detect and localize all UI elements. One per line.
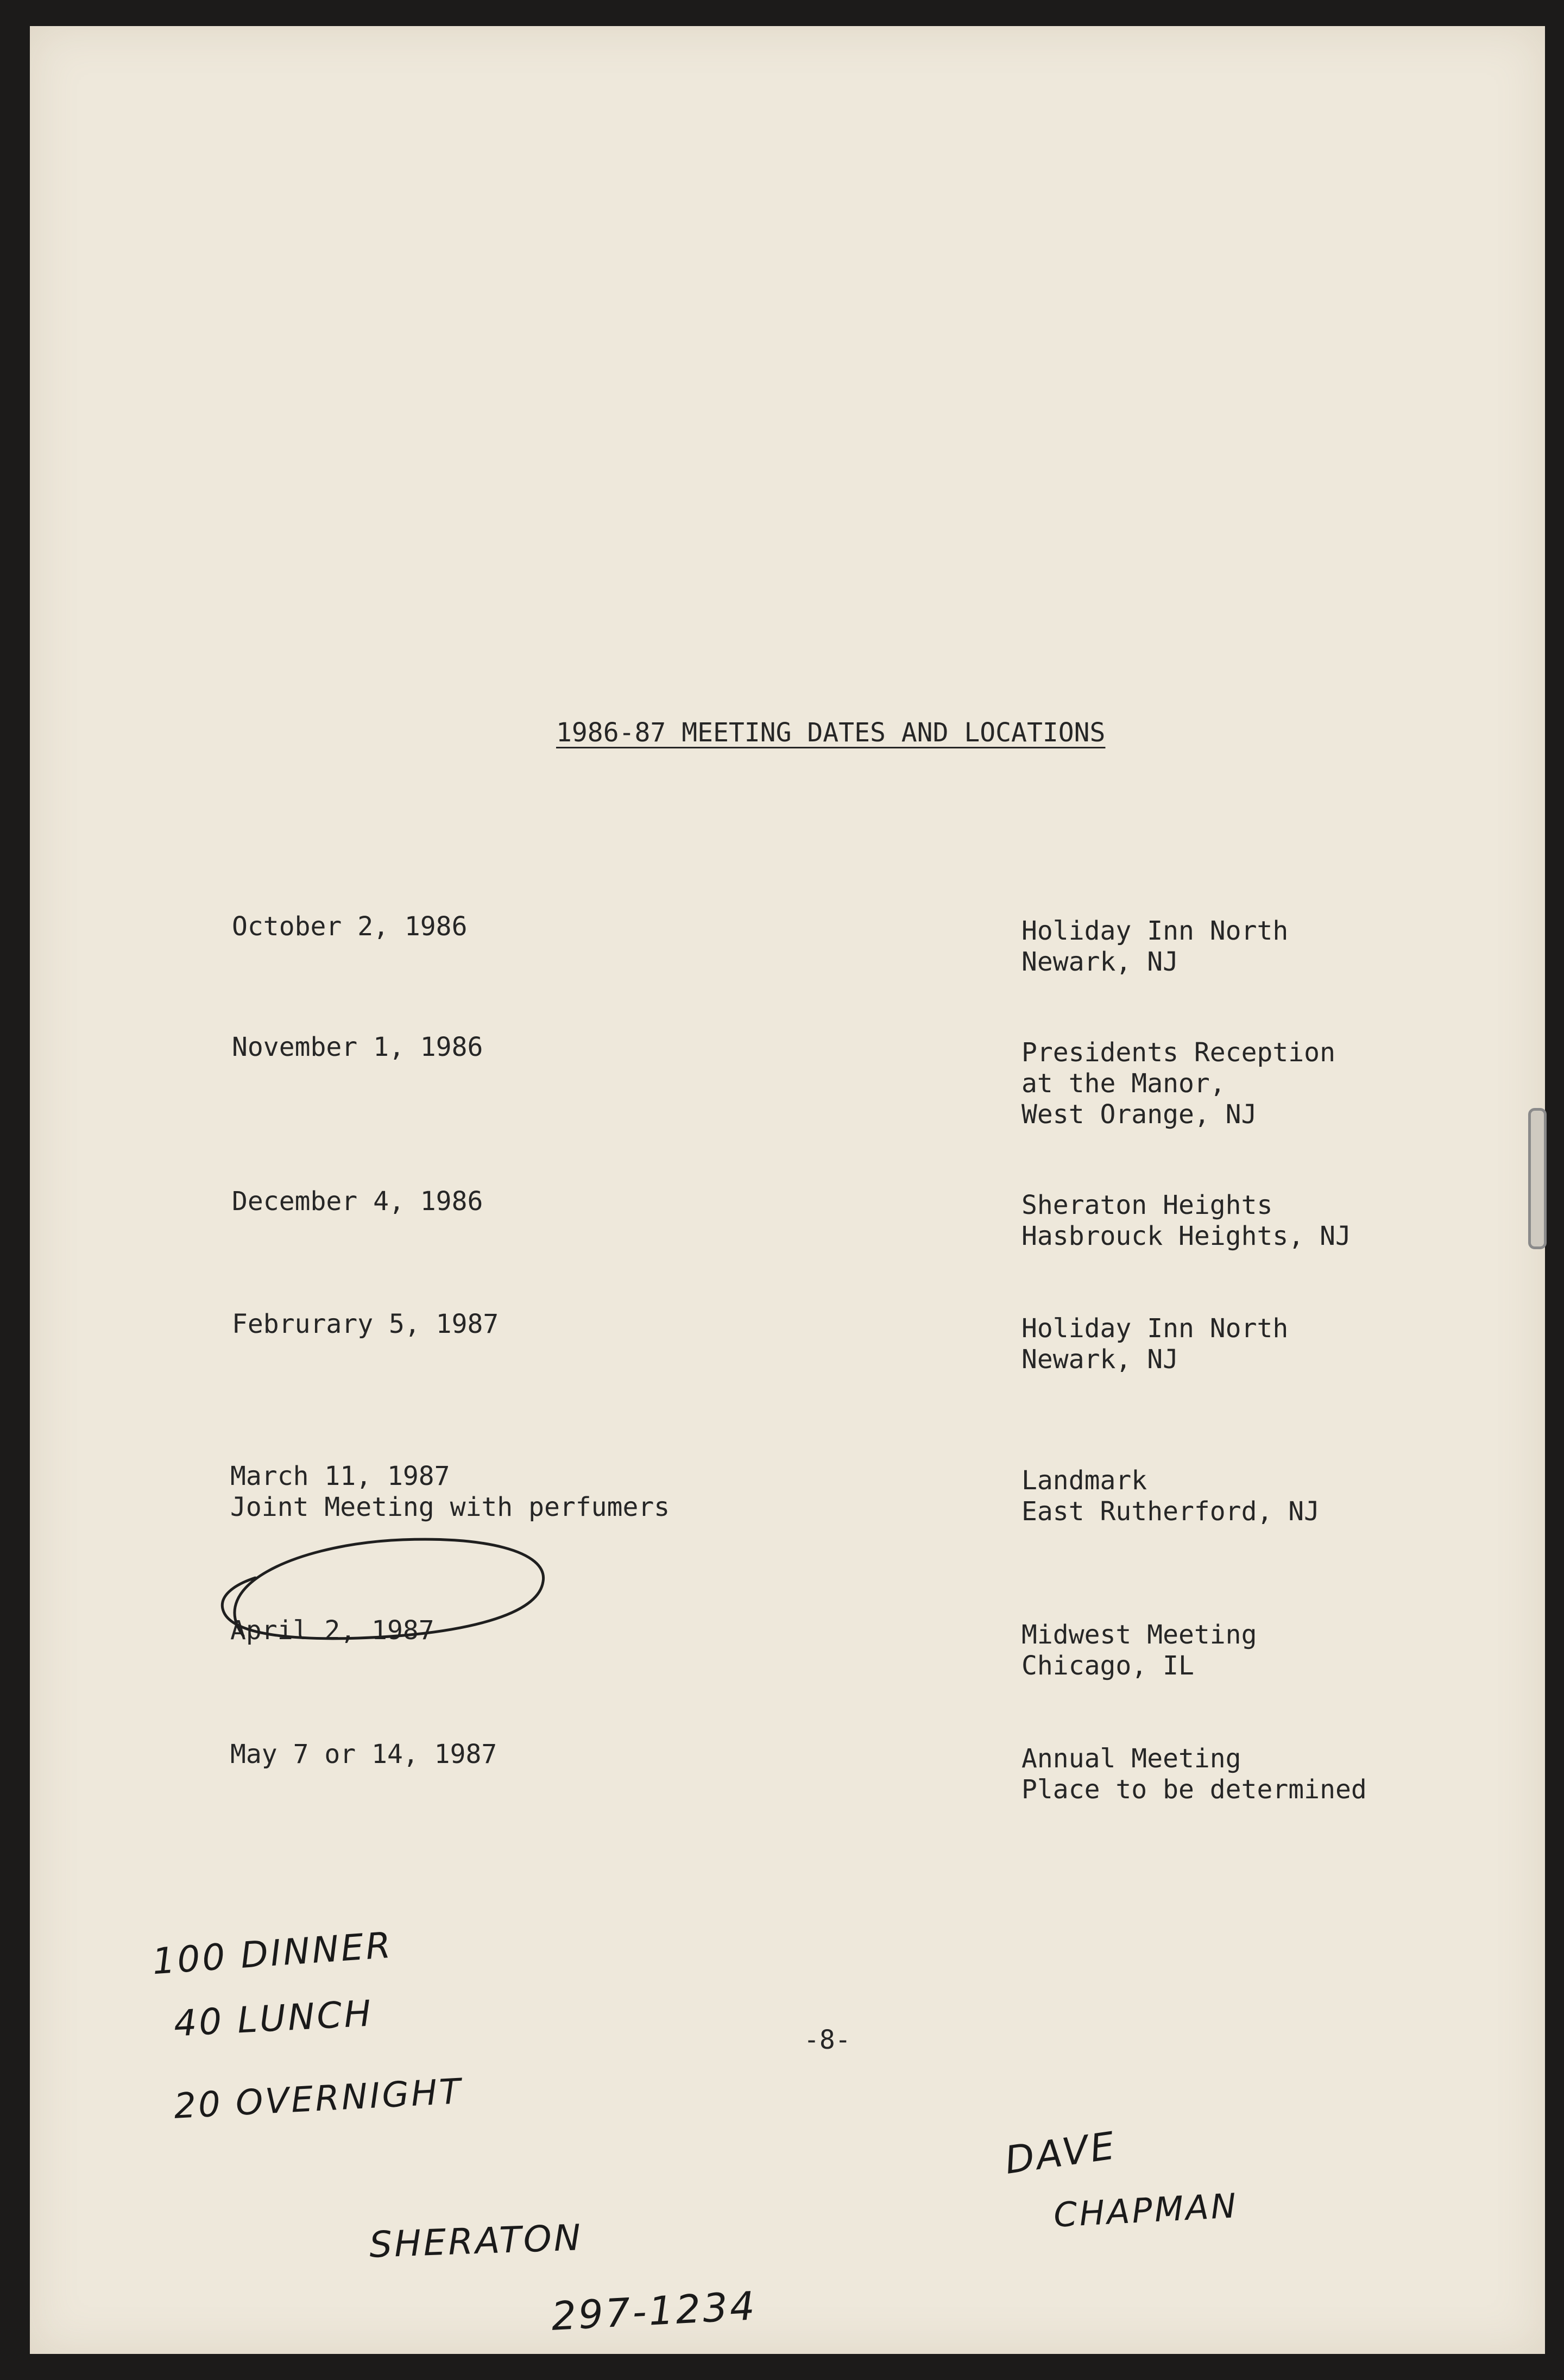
meeting-date: April 2, 1987 [230, 1615, 434, 1646]
meeting-date: Februrary 5, 1987 [232, 1309, 499, 1339]
meeting-location-line: Landmark [1021, 1465, 1147, 1496]
meeting-location-line: Chicago, IL [1021, 1651, 1194, 1681]
meeting-location-line: Newark, NJ [1021, 947, 1178, 977]
meeting-date: March 11, 1987 [230, 1461, 450, 1491]
meeting-location-line: at the Manor, [1021, 1068, 1226, 1099]
handwritten-last-name: CHAPMAN [1052, 2186, 1239, 2235]
meeting-date: November 1, 1986 [232, 1032, 483, 1062]
meeting-date: October 2, 1986 [232, 911, 468, 942]
meeting-location-line: Midwest Meeting [1021, 1620, 1257, 1650]
bleed-through-text [171, 406, 1474, 1873]
staple [1528, 1108, 1547, 1249]
meeting-date: May 7 or 14, 1987 [230, 1739, 497, 1770]
document-page [30, 26, 1545, 2354]
meeting-location-line: West Orange, NJ [1021, 1099, 1257, 1130]
meeting-note: Joint Meeting with perfumers [230, 1492, 670, 1522]
meeting-date: December 4, 1986 [232, 1186, 483, 1217]
meeting-location-line: Newark, NJ [1021, 1344, 1178, 1375]
handwritten-hotel: SHERATON [368, 2217, 584, 2266]
meeting-location-line: Sheraton Heights [1021, 1190, 1273, 1220]
handwritten-first-name: DAVE [1002, 2123, 1120, 2183]
meeting-location-line: East Rutherford, NJ [1021, 1496, 1320, 1527]
meeting-location-line: Place to be determined [1021, 1774, 1367, 1805]
meeting-location-line: Holiday Inn North [1021, 916, 1289, 946]
handwritten-note-lunch: 40 LUNCH [173, 1992, 374, 2045]
page-title: 1986-87 MEETING DATES AND LOCATIONS [556, 717, 1106, 748]
handwritten-phone: 297-1234 [550, 2283, 758, 2339]
meeting-location-line: Presidents Reception [1021, 1037, 1335, 1068]
handwritten-note-dinner: 100 DINNER [150, 1924, 394, 1983]
page-number: -8- [804, 2025, 851, 2055]
meeting-location-line: Hasbrouck Heights, NJ [1021, 1221, 1351, 1251]
handwritten-note-overnight: 20 OVERNIGHT [173, 2072, 464, 2127]
meeting-location-line: Annual Meeting [1021, 1743, 1241, 1774]
meeting-location-line: Holiday Inn North [1021, 1313, 1289, 1344]
